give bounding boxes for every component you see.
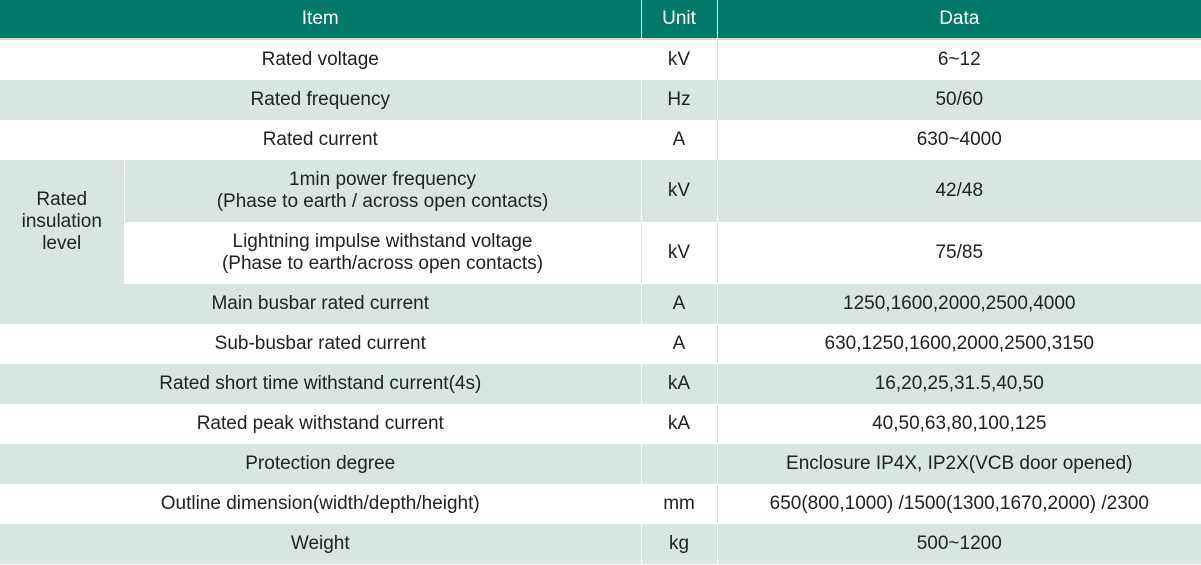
table-row	[0, 39, 1201, 80]
row-item-line1: 1min power frequency	[289, 169, 476, 190]
row-item: Rated peak withstand current	[0, 404, 641, 444]
table-row	[0, 80, 1201, 120]
row-item: Rated voltage	[0, 39, 641, 80]
row-data: 75/85	[717, 222, 1201, 284]
row-data: 42/48	[717, 160, 1201, 222]
table-row	[0, 120, 1201, 160]
row-data: 6~12	[717, 39, 1201, 80]
row-item: Rated frequency	[0, 80, 641, 120]
row-unit: Hz	[641, 80, 717, 120]
insulation-group-label: Rated insulation level	[0, 160, 124, 284]
row-item-line1: Lightning impulse withstand voltage	[232, 231, 533, 252]
table-row	[0, 324, 1201, 364]
row-data: 16,20,25,31.5,40,50	[717, 364, 1201, 404]
header-item: Item	[0, 0, 641, 39]
row-data: 500~1200	[717, 524, 1201, 564]
row-unit: kV	[641, 39, 717, 80]
row-unit: A	[641, 284, 717, 324]
table-row	[0, 160, 1201, 222]
table-row	[0, 444, 1201, 484]
row-item: Weight	[0, 524, 641, 564]
row-item: Outline dimension(width/depth/height)	[0, 484, 641, 524]
row-data: 50/60	[717, 80, 1201, 120]
table-row	[0, 222, 1201, 284]
row-unit: mm	[641, 484, 717, 524]
row-unit: kV	[641, 160, 717, 222]
table-row	[0, 484, 1201, 524]
row-item: Rated short time withstand current(4s)	[0, 364, 641, 404]
row-item	[124, 160, 641, 222]
table-row	[0, 404, 1201, 444]
row-unit	[641, 444, 717, 484]
row-data: 630,1250,1600,2000,2500,3150	[717, 324, 1201, 364]
row-unit: A	[641, 120, 717, 160]
row-item: Sub-busbar rated current	[0, 324, 641, 364]
row-item-line2: (Phase to earth/across open contacts)	[221, 253, 544, 274]
row-item: Protection degree	[0, 444, 641, 484]
row-data: 630~4000	[717, 120, 1201, 160]
header-data: Data	[717, 0, 1201, 39]
row-unit: A	[641, 324, 717, 364]
row-item: Rated current	[0, 120, 641, 160]
row-data: 1250,1600,2000,2500,4000	[717, 284, 1201, 324]
row-item: Main busbar rated current	[0, 284, 641, 324]
row-data: 40,50,63,80,100,125	[717, 404, 1201, 444]
row-unit: kA	[641, 364, 717, 404]
table-row	[0, 284, 1201, 324]
table-row	[0, 524, 1201, 564]
row-item-line2: (Phase to earth / across open contacts)	[216, 191, 549, 212]
table-row	[0, 364, 1201, 404]
row-unit: kA	[641, 404, 717, 444]
row-unit: kV	[641, 222, 717, 284]
row-data: Enclosure IP4X, IP2X(VCB door opened)	[717, 444, 1201, 484]
table-header-row	[0, 0, 1201, 39]
row-item	[124, 222, 641, 284]
header-unit: Unit	[641, 0, 717, 39]
row-data: 650(800,1000) /1500(1300,1670,2000) /2300	[717, 484, 1201, 524]
row-unit: kg	[641, 524, 717, 564]
